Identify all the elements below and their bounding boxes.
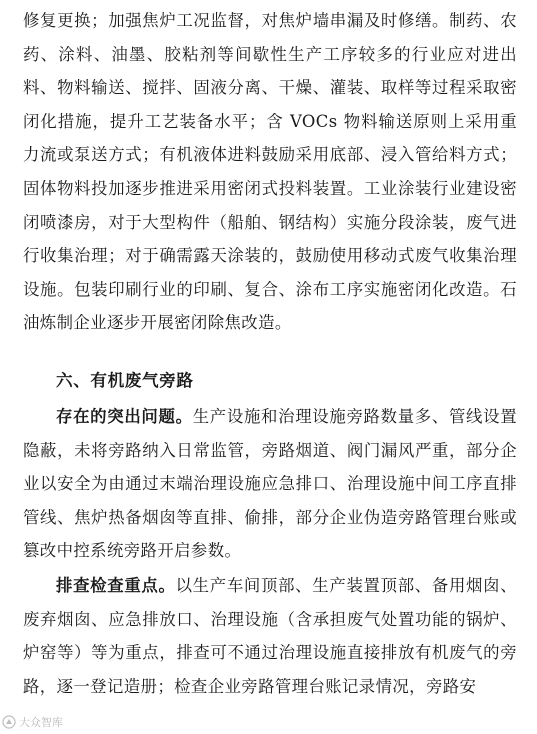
watermark	[2, 712, 63, 732]
section-heading: 六、有机废气旁路	[56, 371, 194, 390]
paragraph-measures: 修复更换；加强焦炉工况监督，对焦炉墙串漏及时修缮。制药、农药、涂料、油墨、胶粘剂等间歇性生产工序较多的行业应对进出料、物料输送、搅拌、固液分离、干燥、灌装、取样等过程采取密闭化措施，提升工艺装备水平；含 VOCs 物料输送原则上采用重力流或泵送方式；有机液体进料鼓励采用底部、浸入管给料方式；固体物料投加逐步推进采用密闭式投料装置。工业涂装行业建设密闭喷漆房，对于大型构件（船舶、钢结构）实施分段涂装，废气进行收集治理；对于确需露天涂装的，鼓励使用移动式废气收集治理设施。包装印刷行业的印刷、复合、涂布工序实施密闭化改造。石油炼制企业逐步开展密闭除焦改造。	[23, 11, 517, 333]
watermark-text: 大众智库	[19, 716, 63, 729]
brand-logo-icon	[2, 715, 16, 729]
inspection-text: 以生产车间顶部、生产装置顶部、备用烟囱、废弃烟囱、应急排放口、治理设施（含承担废气处置功能的锅炉、炉窑等）等为重点，排查可不通过治理设施直接排放有机废气的旁路，逐一登记造册；检查企业旁路管理台账记录情况，旁路安	[23, 576, 517, 696]
problems-text: 生产设施和治理设施旁路数量多、管线设置隐蔽，未将旁路纳入日常监管，旁路烟道、阀门漏风严重，部分企业以安全为由通过末端治理设施应急排口、治理设施中间工序直排管线、焦炉热备烟囱等直排、偷排，部分企业伪造旁路管理台账或篡改中控系统旁路开启参数。	[23, 407, 517, 561]
paragraph-inspection	[23, 569, 517, 703]
inspection-label: 排查检查重点。	[56, 576, 176, 595]
problems-label: 存在的突出问题。	[56, 407, 193, 426]
paragraph-problems	[23, 400, 517, 568]
